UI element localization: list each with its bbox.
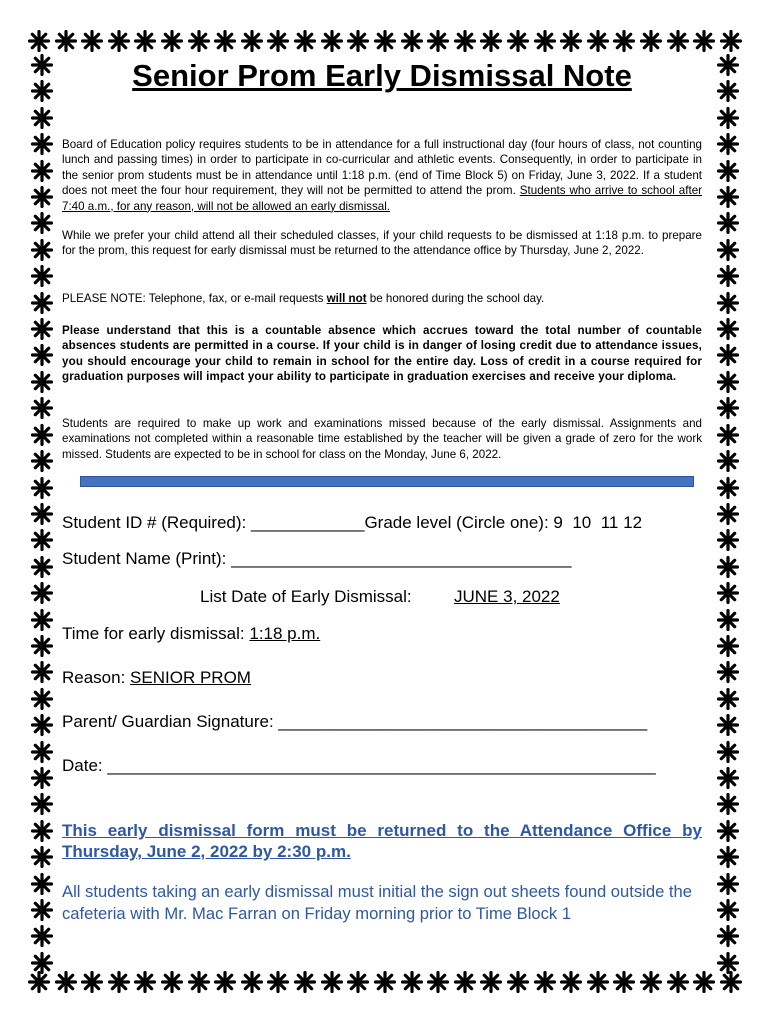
asterisk-star-icon — [347, 30, 369, 52]
asterisk-star-icon — [31, 107, 53, 129]
dismissal-time-row — [62, 624, 320, 644]
asterisk-star-icon — [214, 30, 236, 52]
dismissal-date-value[interactable]: JUNE 3, 2022 — [454, 587, 560, 606]
reason-label: Reason: — [62, 668, 131, 687]
asterisk-star-icon — [401, 971, 423, 993]
asterisk-star-icon — [454, 971, 476, 993]
asterisk-star-icon — [480, 30, 502, 52]
asterisk-star-icon — [717, 767, 739, 789]
asterisk-star-icon — [294, 971, 316, 993]
asterisk-star-icon — [534, 971, 556, 993]
asterisk-star-icon — [717, 107, 739, 129]
asterisk-star-icon — [31, 767, 53, 789]
arrival-rule: Students who arrive to school after 7:40 a.m., for any reason, will not be allowed an early dismissal. — [62, 184, 702, 213]
dismissal-date-label: List Date of Early Dismissal: — [200, 587, 412, 606]
return-deadline-notice: This early dismissal form must be returned to the Attendance Office by Thursday, June 2, 2022 by 2:30 p.m. — [62, 821, 702, 861]
asterisk-star-icon — [321, 30, 343, 52]
asterisk-star-icon — [717, 609, 739, 631]
asterisk-star-icon — [560, 971, 582, 993]
asterisk-star-icon — [717, 80, 739, 102]
asterisk-star-icon — [717, 741, 739, 763]
asterisk-star-icon — [717, 582, 739, 604]
asterisk-star-icon — [717, 503, 739, 525]
asterisk-star-icon — [717, 873, 739, 895]
asterisk-star-icon — [717, 688, 739, 710]
section-divider — [80, 476, 694, 487]
asterisk-star-icon — [693, 971, 715, 993]
asterisk-star-icon — [587, 971, 609, 993]
asterisk-star-icon — [31, 397, 53, 419]
asterisk-star-icon — [31, 450, 53, 472]
request-paragraph: While we prefer your child attend all their scheduled classes, if your child requests to be dismissed at 1:18 p.m. to prepare for the prom, this request for early dismissal must be returned to the attendance office by Thursday, June 2, 2022. — [62, 229, 702, 258]
asterisk-star-icon — [188, 971, 210, 993]
asterisk-star-icon — [720, 30, 742, 52]
asterisk-star-icon — [717, 212, 739, 234]
please-note-emphasis: will not — [326, 292, 367, 305]
asterisk-star-icon — [374, 971, 396, 993]
asterisk-star-icon — [28, 971, 50, 993]
asterisk-star-icon — [401, 30, 423, 52]
grade-level-label: Grade level (Circle one): — [364, 513, 554, 532]
asterisk-star-icon — [717, 925, 739, 947]
asterisk-star-icon — [717, 292, 739, 314]
asterisk-star-icon — [717, 714, 739, 736]
asterisk-star-icon — [161, 30, 183, 52]
asterisk-star-icon — [667, 971, 689, 993]
asterisk-star-icon — [717, 846, 739, 868]
please-note-prefix: PLEASE NOTE: Telephone, fax, or e-mail requests — [62, 292, 327, 305]
asterisk-star-icon — [31, 529, 53, 551]
asterisk-star-icon — [717, 239, 739, 261]
please-note-suffix: be honored during the school day. — [366, 292, 545, 305]
asterisk-star-icon — [717, 556, 739, 578]
asterisk-star-icon — [31, 212, 53, 234]
asterisk-star-icon — [31, 899, 53, 921]
asterisk-star-icon — [587, 30, 609, 52]
asterisk-star-icon — [347, 971, 369, 993]
asterisk-star-icon — [427, 30, 449, 52]
asterisk-star-icon — [321, 971, 343, 993]
asterisk-star-icon — [717, 133, 739, 155]
asterisk-star-icon — [31, 54, 53, 76]
asterisk-star-icon — [717, 477, 739, 499]
asterisk-star-icon — [717, 265, 739, 287]
asterisk-star-icon — [81, 30, 103, 52]
asterisk-star-icon — [507, 30, 529, 52]
asterisk-star-icon — [717, 529, 739, 551]
asterisk-star-icon — [31, 952, 53, 974]
dismissal-time-value[interactable]: 1:18 p.m. — [249, 624, 321, 643]
asterisk-star-icon — [717, 820, 739, 842]
asterisk-star-icon — [267, 30, 289, 52]
asterisk-star-icon — [374, 30, 396, 52]
asterisk-star-icon — [31, 688, 53, 710]
asterisk-star-icon — [161, 971, 183, 993]
asterisk-star-icon — [31, 873, 53, 895]
asterisk-star-icon — [640, 971, 662, 993]
asterisk-star-icon — [31, 635, 53, 657]
asterisk-star-icon — [31, 503, 53, 525]
asterisk-star-icon — [31, 239, 53, 261]
asterisk-star-icon — [31, 714, 53, 736]
asterisk-star-icon — [717, 54, 739, 76]
asterisk-star-icon — [717, 793, 739, 815]
asterisk-star-icon — [480, 971, 502, 993]
asterisk-star-icon — [717, 952, 739, 974]
grade-option-10[interactable]: 10 — [572, 513, 592, 532]
asterisk-star-icon — [31, 160, 53, 182]
student-id-field[interactable]: ____________ — [250, 513, 365, 532]
policy-text: Board of Education policy requires students to be in attendance for a full instructional day (four hours of class, not counting lunch and passing times) in order to participate in co-curricular and athletic events. Consequently, in order to participate in the senior prom students must be in attendance until 1:18 p.m. (end of Time Block 5) on Friday, June 3, 2022. If a student does not meet the four hour requirement, they will not be permitted to attend the prom. — [62, 138, 702, 198]
policy-paragraph — [62, 137, 702, 214]
reason-value[interactable]: SENIOR PROM — [130, 668, 251, 687]
asterisk-star-icon — [241, 971, 263, 993]
asterisk-star-icon — [717, 899, 739, 921]
student-name-label: Student Name (Print): — [62, 549, 232, 568]
asterisk-star-icon — [294, 30, 316, 52]
asterisk-star-icon — [613, 30, 635, 52]
student-id-row — [62, 513, 642, 533]
asterisk-star-icon — [427, 971, 449, 993]
signature-row — [62, 712, 647, 732]
asterisk-star-icon — [717, 635, 739, 657]
asterisk-star-icon — [134, 971, 156, 993]
makeup-work-paragraph: Students are required to make up work and examinations missed because of the early dismissal. Assignments and examinations not completed within a reasonable time established by the teacher will be given a grade of zero for the work missed. Students are expected to be in school for class on the Monday, June 6, 2022. — [62, 417, 702, 461]
asterisk-star-icon — [108, 971, 130, 993]
asterisk-star-icon — [31, 925, 53, 947]
date-field[interactable]: __________________________________________________________ — [107, 756, 656, 775]
border-bottom — [28, 968, 742, 996]
asterisk-star-icon — [31, 793, 53, 815]
asterisk-star-icon — [31, 582, 53, 604]
page-title: Senior Prom Early Dismissal Note — [132, 58, 632, 93]
asterisk-star-icon — [55, 971, 77, 993]
date-row — [62, 756, 656, 776]
border-left — [28, 54, 56, 974]
asterisk-star-icon — [31, 556, 53, 578]
asterisk-star-icon — [717, 160, 739, 182]
date-label: Date: — [62, 756, 108, 775]
asterisk-star-icon — [31, 424, 53, 446]
student-name-field[interactable]: ____________________________________ — [231, 549, 572, 568]
asterisk-star-icon — [31, 661, 53, 683]
asterisk-star-icon — [188, 30, 210, 52]
asterisk-star-icon — [31, 318, 53, 340]
asterisk-star-icon — [613, 971, 635, 993]
asterisk-star-icon — [717, 661, 739, 683]
asterisk-star-icon — [108, 30, 130, 52]
border-top — [28, 27, 742, 55]
asterisk-star-icon — [507, 971, 529, 993]
asterisk-star-icon — [31, 292, 53, 314]
signature-label: Parent/ Guardian Signature: — [62, 712, 279, 731]
please-note-paragraph — [62, 291, 702, 306]
asterisk-star-icon — [31, 741, 53, 763]
signout-notice: All students taking an early dismissal must initial the sign out sheets found outside the cafeteria with Mr. Mac Farran on Friday morning prior to Time Block 1 — [62, 882, 692, 923]
student-id-label: Student ID # (Required): — [62, 513, 251, 532]
asterisk-star-icon — [31, 265, 53, 287]
asterisk-star-icon — [55, 30, 77, 52]
asterisk-star-icon — [81, 971, 103, 993]
asterisk-star-icon — [31, 609, 53, 631]
asterisk-star-icon — [534, 30, 556, 52]
asterisk-star-icon — [454, 30, 476, 52]
asterisk-star-icon — [134, 30, 156, 52]
asterisk-star-icon — [693, 30, 715, 52]
asterisk-star-icon — [241, 30, 263, 52]
grade-option-12[interactable]: 12 — [623, 513, 643, 532]
student-name-row — [62, 549, 572, 569]
dismissal-time-label: Time for early dismissal: — [62, 624, 250, 643]
grade-option-9[interactable]: 9 — [553, 513, 563, 532]
asterisk-star-icon — [717, 424, 739, 446]
asterisk-star-icon — [214, 971, 236, 993]
asterisk-star-icon — [31, 344, 53, 366]
asterisk-star-icon — [720, 971, 742, 993]
asterisk-star-icon — [717, 344, 739, 366]
asterisk-star-icon — [717, 450, 739, 472]
asterisk-star-icon — [717, 318, 739, 340]
absence-warning-paragraph: Please understand that this is a countable absence which accrues toward the total number of countable absences students are permitted in a course. If your child is in danger of losing credit due to attendance issues, you should encourage your child to remain in school for the entire day. Loss of credit in a course required for graduation purposes will impact your ability to participate in graduation exercises and receive your diploma. — [62, 324, 702, 384]
asterisk-star-icon — [31, 371, 53, 393]
asterisk-star-icon — [717, 371, 739, 393]
asterisk-star-icon — [560, 30, 582, 52]
asterisk-star-icon — [31, 846, 53, 868]
border-right — [714, 54, 742, 974]
asterisk-star-icon — [31, 820, 53, 842]
asterisk-star-icon — [667, 30, 689, 52]
asterisk-star-icon — [717, 397, 739, 419]
asterisk-star-icon — [31, 133, 53, 155]
asterisk-star-icon — [640, 30, 662, 52]
asterisk-star-icon — [717, 186, 739, 208]
asterisk-star-icon — [31, 80, 53, 102]
asterisk-star-icon — [267, 971, 289, 993]
asterisk-star-icon — [31, 477, 53, 499]
asterisk-star-icon — [31, 186, 53, 208]
signature-field[interactable]: _______________________________________ — [278, 712, 648, 731]
asterisk-star-icon — [28, 30, 50, 52]
reason-row — [62, 668, 251, 688]
grade-option-11[interactable]: 11 — [600, 513, 619, 532]
